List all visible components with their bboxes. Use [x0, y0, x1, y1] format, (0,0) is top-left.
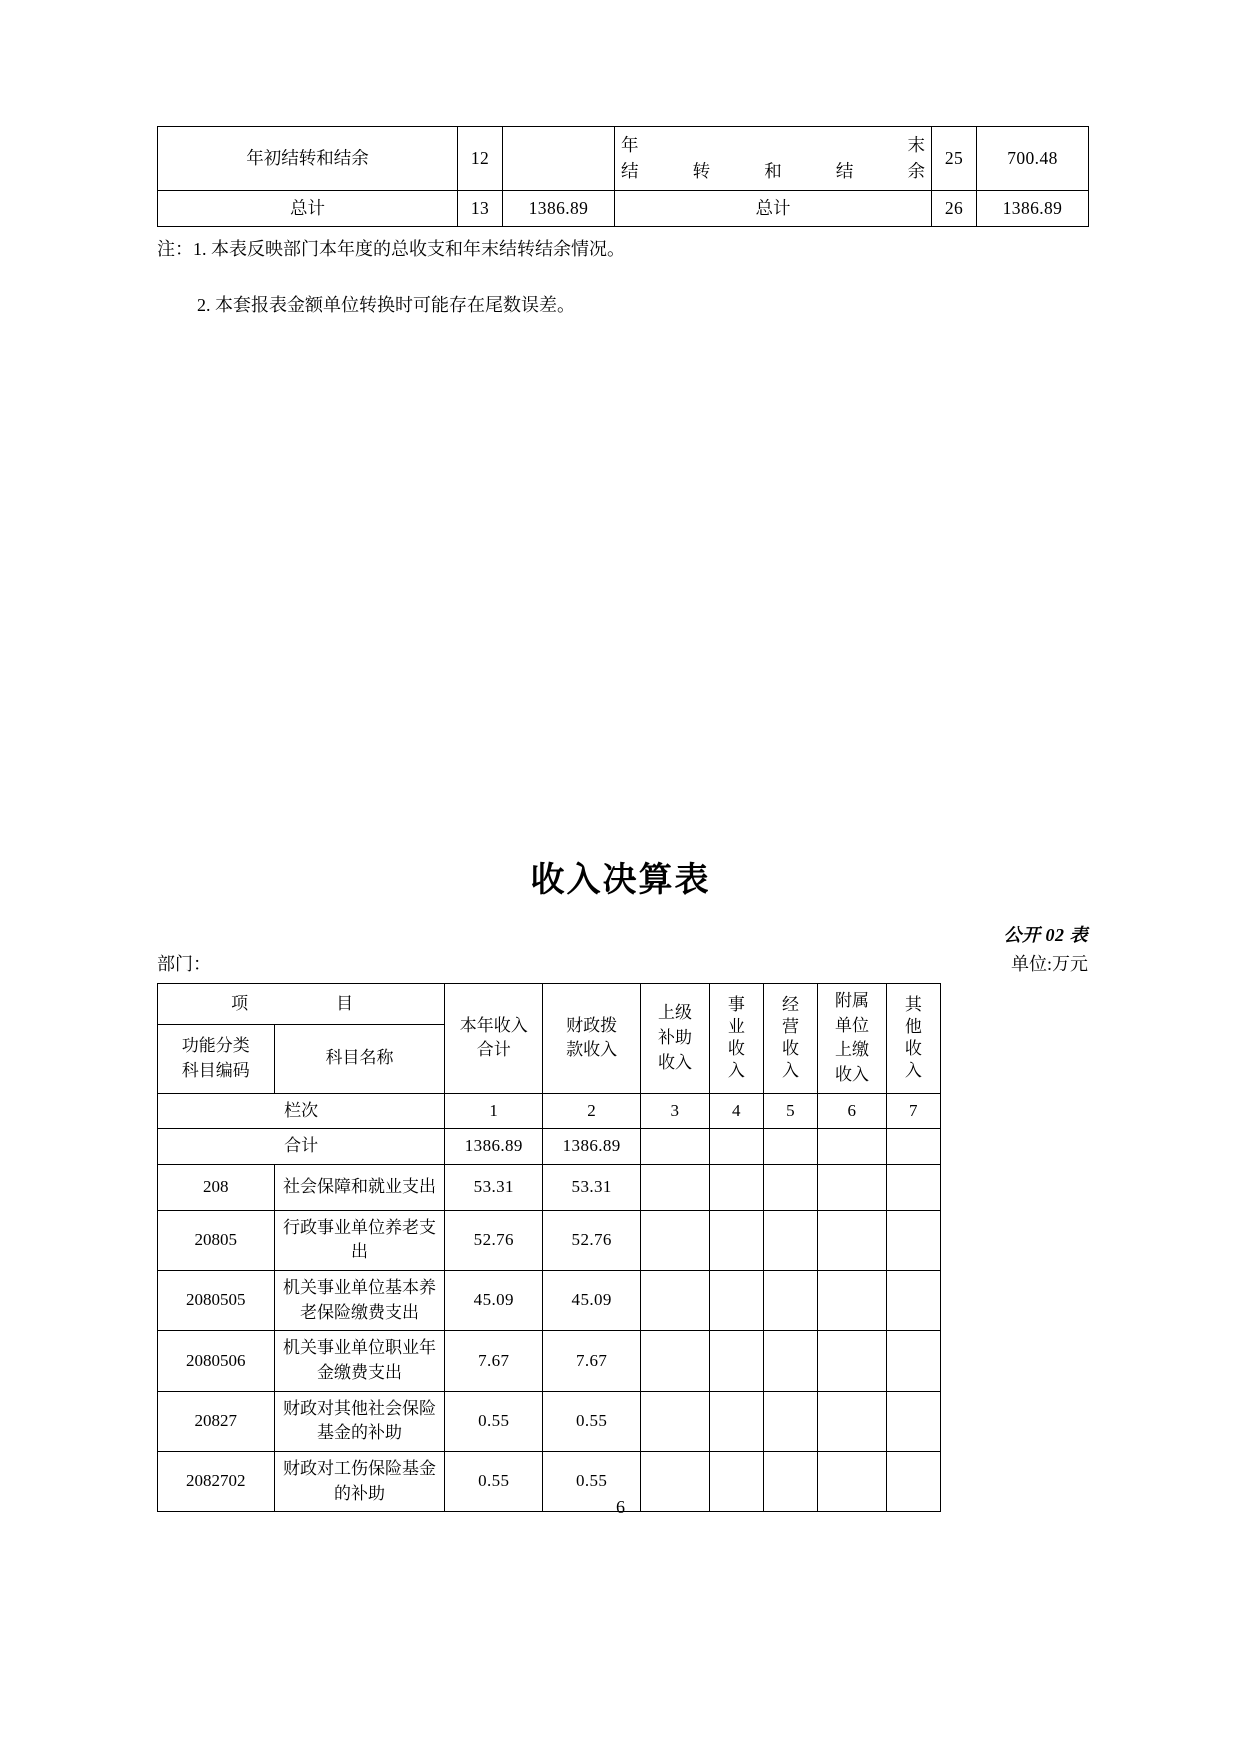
row-name: 机关事业单位职业年金缴费支出	[274, 1331, 445, 1391]
row-value-left	[503, 127, 615, 191]
row-current-year: 0.55	[445, 1451, 543, 1511]
row-superior	[641, 1164, 710, 1210]
header-business-income: 经 营 收 入	[763, 984, 817, 1094]
unit-label: 单位:万元	[1010, 954, 1088, 974]
row-value-right: 700.48	[977, 127, 1089, 191]
row-label-right	[615, 127, 932, 191]
carryover-summary-table-wrapper	[157, 126, 1088, 227]
row-current-year: 53.31	[445, 1164, 543, 1210]
table-notes	[157, 236, 1097, 348]
grand-total-current-year: 1386.89	[445, 1129, 543, 1165]
header-item-group: 项 目	[158, 984, 445, 1025]
row-fiscal: 52.76	[543, 1210, 641, 1270]
column-index-7: 7	[886, 1093, 940, 1129]
total-label-left: 总计	[158, 190, 458, 226]
total-label-right: 总计	[615, 190, 932, 226]
row-superior	[641, 1391, 710, 1451]
table-row-grand-total	[158, 1129, 941, 1165]
row-number-left: 12	[458, 127, 503, 191]
row-superior	[641, 1271, 710, 1331]
row-business	[763, 1391, 817, 1451]
note-1: 注：1. 本表反映部门本年度的总收支和年末结转结余情况。	[157, 239, 625, 259]
row-current-year: 7.67	[445, 1331, 543, 1391]
header-subject-name: 科目名称	[274, 1024, 445, 1093]
header-subsidiary-line3: 上缴	[834, 1040, 869, 1060]
table-row	[158, 1271, 941, 1331]
row-subsidiary	[818, 1331, 887, 1391]
row-fiscal: 0.55	[543, 1391, 641, 1451]
row-fiscal: 0.55	[543, 1451, 641, 1511]
column-index-3: 3	[641, 1093, 710, 1129]
income-report-table	[157, 983, 941, 1512]
row-fiscal: 53.31	[543, 1164, 641, 1210]
row-current-year: 0.55	[445, 1391, 543, 1451]
table-row	[158, 1164, 941, 1210]
report-meta	[157, 950, 1088, 976]
grand-total-enterprise	[709, 1129, 763, 1165]
header-superior-subsidy-line1: 上级	[657, 1003, 692, 1023]
row-business	[763, 1271, 817, 1331]
row-business	[763, 1331, 817, 1391]
row-code: 2080506	[158, 1331, 275, 1391]
row-label-left: 年初结转和结余	[158, 127, 458, 191]
header-current-year-total-line2: 合计	[476, 1040, 511, 1060]
grand-total-label: 合计	[158, 1129, 445, 1165]
total-value-left: 1386.89	[503, 190, 615, 226]
grand-total-other	[886, 1129, 940, 1165]
table-header-row-1	[158, 984, 941, 1025]
grand-total-superior	[641, 1129, 710, 1165]
header-enterprise-income: 事 业 收 入	[709, 984, 763, 1094]
row-code: 2082702	[158, 1451, 275, 1511]
column-index-1: 1	[445, 1093, 543, 1129]
row-fiscal: 7.67	[543, 1331, 641, 1391]
grand-total-fiscal: 1386.89	[543, 1129, 641, 1165]
header-function-code-line1: 功能分类	[181, 1035, 250, 1055]
row-subsidiary	[818, 1210, 887, 1270]
table-row	[158, 1391, 941, 1451]
row-fiscal: 45.09	[543, 1271, 641, 1331]
table-row	[158, 1210, 941, 1270]
table-row	[158, 127, 1089, 191]
total-number-left: 13	[458, 190, 503, 226]
row-enterprise	[709, 1331, 763, 1391]
table-row-total	[158, 190, 1089, 226]
carryover-summary-table	[157, 126, 1089, 227]
total-value-right: 1386.89	[977, 190, 1089, 226]
row-label-right-line2: 结转和结余	[621, 161, 925, 182]
row-business	[763, 1210, 817, 1270]
header-fiscal-appropriation	[543, 984, 641, 1094]
row-enterprise	[709, 1271, 763, 1331]
grand-total-business	[763, 1129, 817, 1165]
header-current-year-total-line1: 本年收入	[459, 1015, 528, 1035]
page-title: 收入决算表	[530, 862, 711, 899]
row-name: 机关事业单位基本养老保险缴费支出	[274, 1271, 445, 1331]
row-other	[886, 1164, 940, 1210]
header-superior-subsidy-line2: 补助	[657, 1027, 692, 1047]
row-enterprise	[709, 1210, 763, 1270]
column-index-5: 5	[763, 1093, 817, 1129]
row-number-right: 25	[932, 127, 977, 191]
row-other	[886, 1271, 940, 1331]
department-label: 部门：	[157, 954, 211, 974]
table-row	[158, 1331, 941, 1391]
row-other	[886, 1210, 940, 1270]
column-index-2: 2	[543, 1093, 641, 1129]
row-label-right-line1: 年末	[621, 135, 925, 155]
header-subsidiary-remittance	[818, 984, 887, 1094]
row-enterprise	[709, 1391, 763, 1451]
total-number-right: 26	[932, 190, 977, 226]
row-subsidiary	[818, 1391, 887, 1451]
header-other-income: 其 他 收 入	[886, 984, 940, 1094]
row-code: 20805	[158, 1210, 275, 1270]
row-name: 社会保障和就业支出	[274, 1164, 445, 1210]
row-superior	[641, 1210, 710, 1270]
row-name: 财政对工伤保险基金的补助	[274, 1451, 445, 1511]
row-business	[763, 1164, 817, 1210]
row-enterprise	[709, 1164, 763, 1210]
column-index-row	[158, 1093, 941, 1129]
row-code: 208	[158, 1164, 275, 1210]
row-current-year: 45.09	[445, 1271, 543, 1331]
row-other	[886, 1391, 940, 1451]
header-subsidiary-line4: 收入	[834, 1064, 869, 1084]
header-fiscal-appropriation-line1: 财政拨	[566, 1015, 618, 1035]
column-index-6: 6	[818, 1093, 887, 1129]
header-function-code-line2: 科目编码	[181, 1060, 250, 1080]
header-subsidiary-line1: 附属	[834, 991, 869, 1010]
row-other	[886, 1331, 940, 1391]
column-index-label: 栏次	[158, 1093, 445, 1129]
header-fiscal-appropriation-line2: 款收入	[566, 1040, 618, 1060]
income-report-table-wrapper	[157, 983, 941, 1512]
header-superior-subsidy	[641, 984, 710, 1094]
row-current-year: 52.76	[445, 1210, 543, 1270]
sheet-number: 公开 02 表	[1003, 925, 1088, 945]
column-index-4: 4	[709, 1093, 763, 1129]
row-code: 2080505	[158, 1271, 275, 1331]
row-superior	[641, 1331, 710, 1391]
header-function-code	[158, 1024, 275, 1093]
row-subsidiary	[818, 1271, 887, 1331]
row-code: 20827	[158, 1391, 275, 1451]
header-superior-subsidy-line3: 收入	[657, 1052, 692, 1072]
grand-total-subsidiary	[818, 1129, 887, 1165]
header-current-year-total	[445, 984, 543, 1094]
row-name: 财政对其他社会保险基金的补助	[274, 1391, 445, 1451]
note-2: 2. 本套报表金额单位转换时可能存在尾数误差。	[197, 294, 575, 315]
header-subsidiary-line2: 单位	[834, 1015, 869, 1035]
page-number: 6	[616, 1497, 625, 1517]
row-subsidiary	[818, 1164, 887, 1210]
row-name: 行政事业单位养老支出	[274, 1210, 445, 1270]
